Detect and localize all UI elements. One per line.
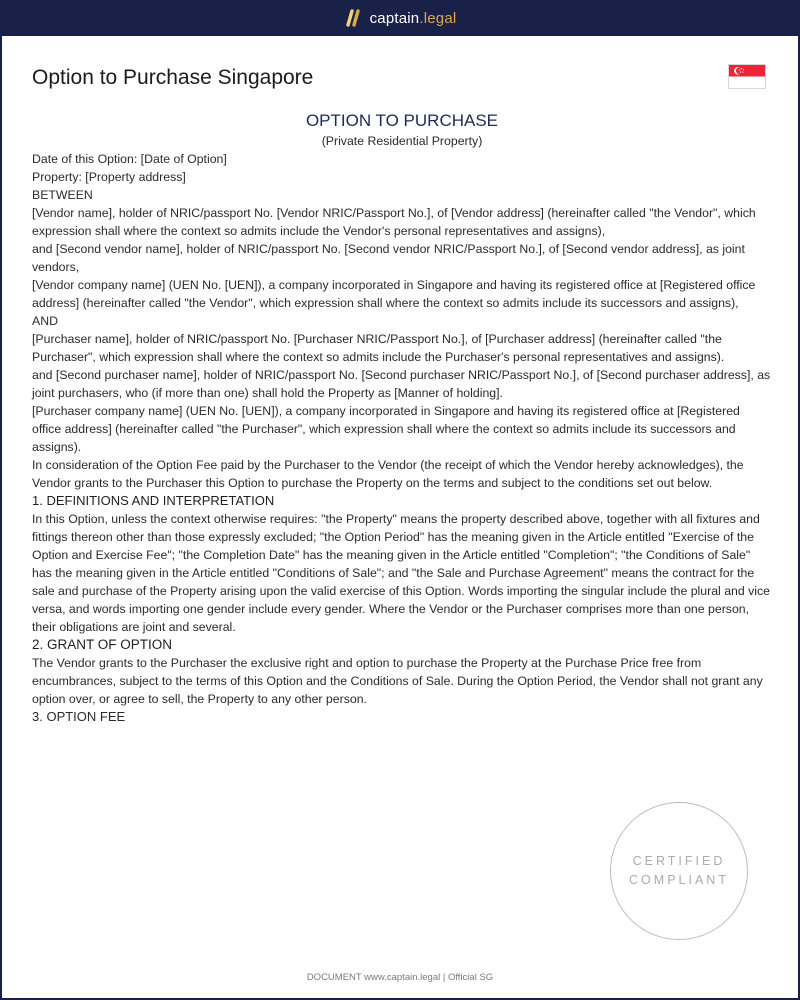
singapore-flag-icon bbox=[728, 64, 766, 89]
option-date-line: Date of this Option: [Date of Option] bbox=[32, 152, 227, 166]
vendor-clause-1: [Vendor name], holder of NRIC/passport No. [Vendor NRIC/Passport No.], of [Vendor address] (hereinafter called "the Vendor", which expression shall where the context so admits include the Vendor's personal representatives and assigns), bbox=[32, 206, 756, 238]
document-footer: DOCUMENT www.captain.legal | Official SG bbox=[306, 972, 494, 983]
vendor-clause-2: and [Second vendor name], holder of NRIC/passport No. [Second vendor NRIC/Passport No.], of [Second vendor address], as joint vendors, bbox=[32, 242, 745, 274]
stamp-line-2: COMPLIANT bbox=[629, 873, 729, 887]
section-2-text: The Vendor grants to the Purchaser the exclusive right and option to purchase the Property at the Purchase Price free from encumbrances, subject to the terms of this Option and the Conditions of Sale. During the Option Period, the Vendor shall not grant any option over, or agree to sell, the Property to any other person. bbox=[32, 656, 763, 706]
document-subheading: (Private Residential Property) bbox=[321, 134, 483, 148]
top-bar bbox=[0, 0, 800, 36]
brand-name: captain.legal bbox=[369, 9, 457, 27]
between-label: BETWEEN bbox=[32, 188, 93, 202]
section-1-title: 1. DEFINITIONS AND INTERPRETATION bbox=[32, 493, 275, 508]
purchaser-clause-2: and [Second purchaser name], holder of NRIC/passport No. [Second purchaser NRIC/Passport No.], of [Second purchaser address], as joint purchasers, who (if more than one) shall hold the Property as [Manner of holding]. bbox=[32, 368, 771, 400]
section-1-text: In this Option, unless the context otherwise requires: "the Property" means the property described above, together with all fixtures and fittings thereon other than those expressly excluded; "the Option Period" has the meaning given in the Article entitled "Exercise of the Option and Exercise Fee"; "the Completion Date" has the meaning given in the Article entitled "Completion"; "the Conditions of Sale" has the meaning given in the Article entitled "Conditions of Sale"; and "the Sale and Purchase Agreement" means the contract for the sale and purchase of the Property arising upon the valid exercise of this Option. Words importing the singular include the plural and vice versa, and words importing one gender include every gender. Where the Vendor or the Purchaser comprises more than one person, their obligations are joint and several. bbox=[32, 512, 770, 634]
consideration-paragraph: In consideration of the Option Fee paid by the Purchaser to the Vendor (the receipt of which the Vendor hereby acknowledges), the Vendor grants to the Purchaser this Option to purchase the Property on the terms and subject to the conditions set out below. bbox=[32, 458, 744, 490]
section-2-title: 2. GRANT OF OPTION bbox=[32, 637, 173, 652]
stamp-line-1: CERTIFIED bbox=[632, 854, 726, 868]
document-body bbox=[32, 110, 772, 724]
document-title: Option to Purchase Singapore bbox=[32, 66, 314, 89]
document-page bbox=[2, 36, 798, 998]
purchaser-clause-3: [Purchaser company name] (UEN No. [UEN]), a company incorporated in Singapore and having its registered office at [Registered office address] (hereinafter called "the Purchaser", which expression shall where the context so admits include its successors and assigns). bbox=[32, 404, 740, 454]
certified-compliant-stamp bbox=[610, 802, 748, 940]
brand-logo[interactable] bbox=[344, 10, 457, 27]
property-line: Property: [Property address] bbox=[32, 170, 186, 184]
double-slash-logo-icon bbox=[344, 10, 362, 26]
and-label: AND bbox=[32, 314, 58, 328]
section-3-title: 3. OPTION FEE bbox=[32, 709, 126, 724]
vendor-clause-3: [Vendor company name] (UEN No. [UEN]), a company incorporated in Singapore and having its registered office at [Registered office address] (hereinafter called "the Vendor", which expression shall where the context so admits include its successors and assigns), bbox=[32, 278, 756, 310]
purchaser-clause-1: [Purchaser name], holder of NRIC/passport No. [Purchaser NRIC/Passport No.], of [Purchaser address] (hereinafter called "the Purchaser", which expression shall where the context so admits include the Purchaser's personal representatives and assigns). bbox=[32, 332, 725, 364]
document-heading: OPTION TO PURCHASE bbox=[305, 111, 499, 130]
